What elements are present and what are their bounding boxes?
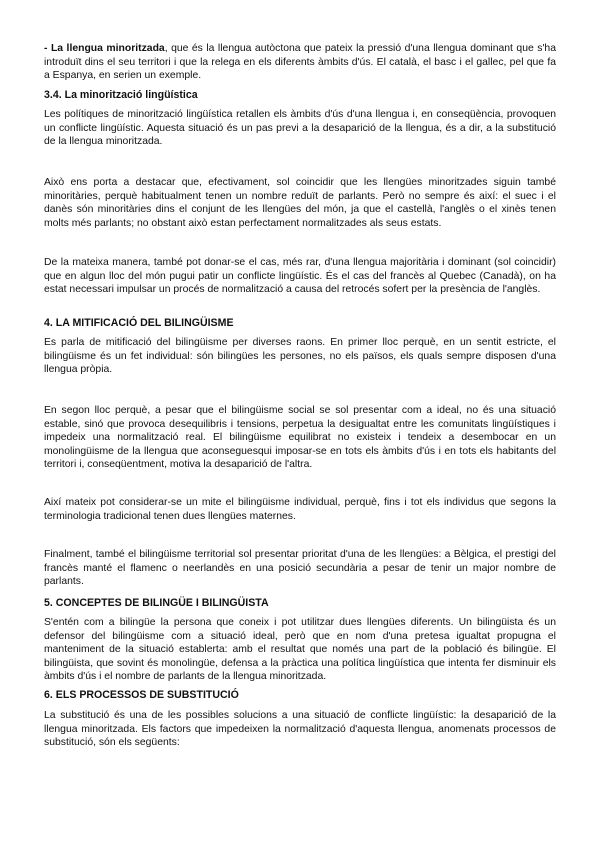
heading-5: 5. CONCEPTES DE BILINGÜE I BILINGÜISTA <box>44 597 269 609</box>
paragraph-4-d: Finalment, també el bilingüisme territorial sol presentar prioritat d'una de les llengües: a Bèlgica, el prestigi del francès manté el flamenc o neerlandès en una posició secundària a pesar de tenir un major nombre de parlants. <box>44 549 556 588</box>
intro-bullet-lead: - La llengua minoritzada <box>44 43 165 54</box>
paragraph-6-a: La substitució és una de les possibles solucions a una situació de conflicte lingüístic: la desaparició de la llengua minoritzada. Els factors que impedeixen la normalització d'aquesta llengua, anomenats processos de substitució, són els següents: <box>44 710 556 749</box>
heading-6: 6. ELS PROCESSOS DE SUBSTITUCIÓ <box>44 689 239 701</box>
paragraph-3-4-c: De la mateixa manera, també pot donar-se el cas, més rar, d'una llengua majoritària i dominant (sol coincidir) que en algun lloc del món pugui patir un conflicte lingüístic. És el cas del francès al Quebec (Canadà), on ha estat necessari impulsar un procés de normalització a causa del retrocés sofert per la presència de l'anglès. <box>44 257 556 296</box>
paragraph-5-a: S'entén com a bilingüe la persona que coneix i pot utilitzar dues llengües diferents. Un bilingüista és un defensor del bilingüisme com a situació ideal, però que en nom d'una pretesa igualtat propugna el manteniment de la situació establerta: amb el resultat que només una part de la població és bilingüe. El bilingüista, que sovint és monolingüe, defensa a la pràctica una política lingüística que intenta fer disminuir els àmbits d'ús i el nombre de parlants de la llengua minoritzada. <box>44 617 556 683</box>
intro-bullet-text: , que és la llengua autòctona que pateix la pressió d'una llengua dominant que s'ha introduït dins el seu territori i que la relega en els diferents àmbits d'ús. El català, el basc i el gallec, pel que fa a Espanya, en serien un exemple. <box>44 43 556 82</box>
paragraph-4-a: Es parla de mitificació del bilingüisme per diverses raons. En primer lloc perquè, en un sentit estricte, el bilingüisme és un fet individual: són bilingües les persones, no els països, els quals sempre disposen d'una llengua pròpia. <box>44 337 556 376</box>
paragraph-4-b: En segon lloc perquè, a pesar que el bilingüisme social se sol presentar com a ideal, no és una situació estable, sinó que provoca desequilibris i tensions, perpetua la desigualtat entre les comunitats lingüístiques i impedeix una normalització real. El bilingüisme equilibrat no existeix i tendeix a desembocar en un monolingüisme de la llengua que aconseguesqui imposar-se en tots els àmbits d'ús i en tots els habitants del territori i, conseqüentment, motiva la desaparició de l'altra. <box>44 405 556 471</box>
paragraph-4-c: Així mateix pot considerar-se un mite el bilingüisme individual, perquè, fins i tot els individus que segons la terminologia tradicional tenen dues llengües maternes. <box>44 497 556 522</box>
paragraph-3-4-b: Això ens porta a destacar que, efectivament, sol coincidir que les llengües minoritzades siguin també minoritàries, perquè habitualment tenen un nombre reduït de parlants. Però no sempre és així: el suec i el danès són minoritàries dins el conjunt de les llengües del món, ja que el castellà, l'anglès o el xinès tenen molts més parlants; no obstant això estan perfectament normalitzades als seus estats. <box>44 177 556 229</box>
heading-3-4: 3.4. La minorització lingüística <box>44 89 198 101</box>
heading-4: 4. LA MITIFICACIÓ DEL BILINGÜISME <box>44 317 234 329</box>
paragraph-3-4-a: Les polítiques de minorització lingüística retallen els àmbits d'ús d'una llengua i, en conseqüència, provoquen un conflicte lingüístic. Aquesta situació és un pas previ a la desaparició de la llengua, és a dir, a la substitució de la llengua minoritzada. <box>44 109 556 148</box>
intro-bullet-paragraph <box>44 42 556 83</box>
